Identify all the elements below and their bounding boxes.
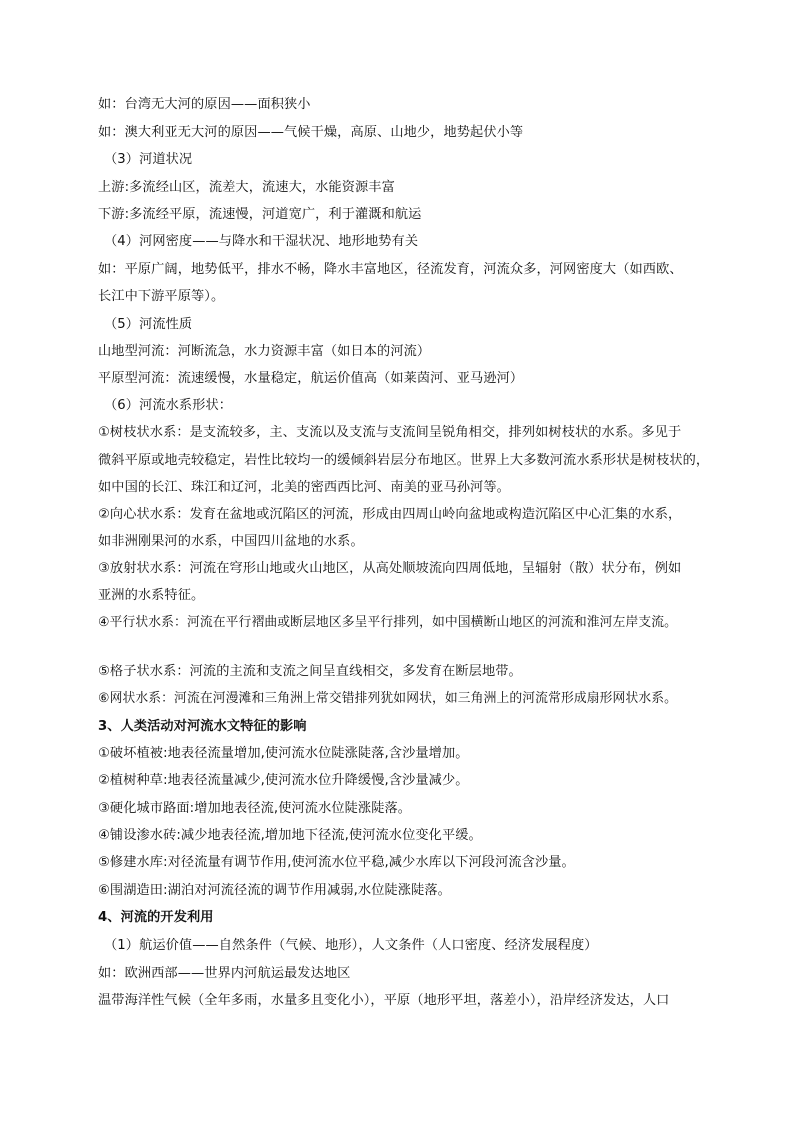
plain-river-line: 平原型河流：流速缓慢，水量稳定，航运价值高（如莱茵河、亚马逊河） — [98, 371, 524, 386]
deforestation-line: ①破坏植被:地表径流量增加,使河流水位陡涨陡落,含沙量增加。 — [98, 746, 469, 761]
hard-pavement-line: ③硬化城市路面:增加地表径流,使河流水位陡涨陡落。 — [98, 801, 412, 816]
example-taiwan-line: 如：台湾无大河的原因——面积狭小 — [98, 97, 311, 112]
climate-description-line: 温带海洋性气候（全年多雨，水量多且变化小），平原（地形平坦，落差小），沿岸经济发达，人口 — [98, 993, 670, 1008]
radial-line-1: ③放射状水系：河流在穹形山地或火山地区，从高处顺坡流向四周低地，呈辐射（散）状分布，例如 — [98, 561, 682, 576]
heading-river-channel: （3）河道状况 — [104, 152, 193, 167]
density-example-line-2: 长江中下游平原等）。 — [98, 289, 225, 304]
dendritic-line-3: 如中国的长江、珠江和辽河，北美的密西西比河、南美的亚马孙河等。 — [98, 480, 510, 495]
land-reclamation-line: ⑥围湖造田:湖泊对河流径流的调节作用减弱,水位陡涨陡落。 — [98, 883, 451, 898]
heading-human-activity: 3、人类活动对河流水文特征的影响 — [98, 719, 307, 734]
western-europe-line: 如：欧洲西部——世界内河航运最发达地区 — [98, 966, 351, 981]
density-example-line-1: 如：平原广阔，地势低平，排水不畅，降水丰富地区，径流发育，河流众多，河网密度大（如西欧、 — [98, 262, 683, 277]
afforestation-line: ②植树种草:地表径流量减少,使河流水位升降缓慢,含沙量减少。 — [98, 773, 469, 788]
mountain-river-line: 山地型河流：河断流急，水力资源丰富（如日本的河流） — [98, 344, 431, 359]
permeable-brick-line: ④铺设渗水砖:减少地表径流,增加地下径流,使河流水位变化平缓。 — [98, 828, 482, 843]
trellis-line: ⑤格子状水系：河流的主流和支流之间呈直线相交，多发育在断层地带。 — [98, 664, 522, 679]
centripetal-line-1: ②向心状水系：发育在盆地或沉陷区的河流，形成由四周山岭向盆地或构造沉陷区中心汇集的水系， — [98, 507, 682, 522]
centripetal-line-2: 如非洲刚果河的水系，中国四川盆地的水系。 — [98, 534, 364, 549]
heading-river-nature: （5）河流性质 — [104, 317, 193, 332]
dendritic-line-2: 微斜平原或地壳较稳定，岩性比较均一的缓倾斜岩层分布地区。世界上大多数河流水系形状是树枝状的， — [98, 453, 710, 468]
downstream-line: 下游:多流经平原，流速慢，河道宽广，利于灌溉和航运 — [98, 207, 422, 222]
example-australia-line: 如：澳大利亚无大河的原因——气候干燥，高原、山地少，地势起伏小等 — [98, 125, 524, 140]
reservoir-line: ⑤修建水库:对径流量有调节作用,使河流水位平稳,减少水库以下河段河流含沙量。 — [98, 855, 575, 870]
radial-line-2: 亚洲的水系特征。 — [98, 588, 205, 603]
network-line: ⑥网状水系：河流在河漫滩和三角洲上常交错排列犹如网状，如三角洲上的河流常形成扇形网状水系。 — [98, 691, 678, 706]
heading-river-development: 4、河流的开发利用 — [98, 910, 214, 925]
parallel-line: ④平行状水系：河流在平行褶曲或断层地区多呈平行排列，如中国横断山地区的河流和淮河左岸支流。 — [98, 615, 678, 630]
upstream-line: 上游:多流经山区，流差大，流速大，水能资源丰富 — [98, 180, 395, 195]
dendritic-line-1: ①树枝状水系：是支流较多，主、支流以及支流与支流间呈锐角相交，排列如树枝状的水系。多见于 — [98, 425, 682, 440]
heading-drainage-patterns: （6）河流水系形状： — [104, 398, 233, 413]
navigation-value-line: （1）航运价值——自然条件（气候、地形），人文条件（人口密度、经济发展程度） — [104, 938, 598, 953]
heading-river-density: （4）河网密度——与降水和干湿状况、地形地势有关 — [104, 234, 419, 249]
